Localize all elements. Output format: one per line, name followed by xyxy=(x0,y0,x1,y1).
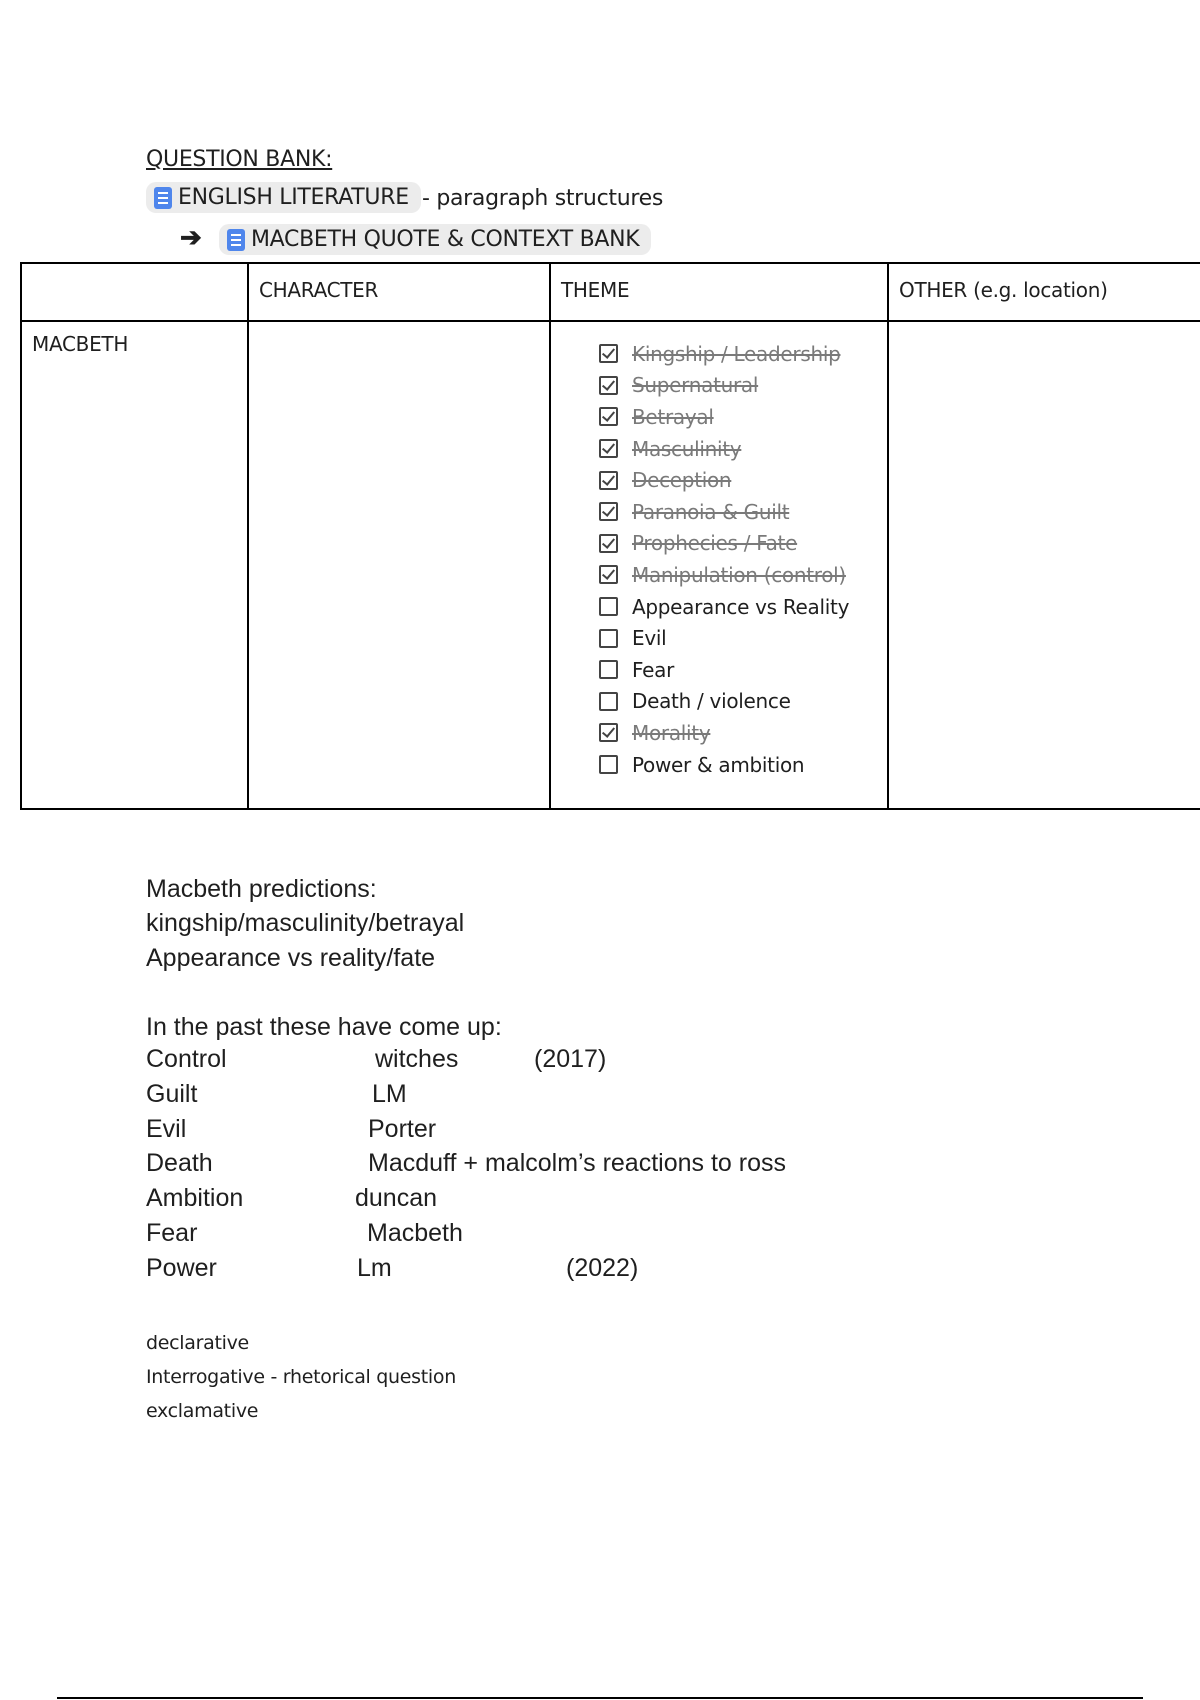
theme-checklist-item xyxy=(599,464,877,496)
theme-checklist-item xyxy=(599,717,877,749)
past-theme-character: Macbeth xyxy=(367,1218,463,1247)
sentence-type-interrogative: Interrogative - rhetorical question xyxy=(146,1366,456,1388)
checked-checkbox-icon[interactable] xyxy=(599,471,618,490)
theme-label: Masculinity xyxy=(632,436,742,461)
other-cell xyxy=(888,321,1200,809)
google-docs-icon xyxy=(154,187,172,209)
checked-checkbox-icon[interactable] xyxy=(599,376,618,395)
macbeth-quote-bank-link[interactable] xyxy=(219,224,651,255)
checked-checkbox-icon[interactable] xyxy=(599,565,618,584)
unchecked-checkbox-icon[interactable] xyxy=(599,629,618,648)
google-docs-icon xyxy=(227,229,245,251)
theme-table xyxy=(20,262,1200,810)
unchecked-checkbox-icon[interactable] xyxy=(599,660,618,679)
theme-cell xyxy=(550,321,888,809)
question-bank-title: QUESTION BANK: xyxy=(146,147,333,172)
checked-checkbox-icon[interactable] xyxy=(599,344,618,363)
row-label-macbeth: MACBETH xyxy=(21,321,248,809)
past-theme-name: Fear xyxy=(146,1218,198,1247)
english-literature-link-label: ENGLISH LITERATURE xyxy=(178,185,409,210)
past-theme-year: (2022) xyxy=(566,1253,639,1282)
sentence-types xyxy=(146,1326,456,1428)
theme-checklist-item xyxy=(599,622,877,654)
character-cell xyxy=(248,321,550,809)
past-theme-name: Control xyxy=(146,1045,227,1073)
table-header-row xyxy=(21,263,1200,321)
theme-label: Evil xyxy=(632,626,667,651)
past-theme-character: witches xyxy=(375,1045,459,1073)
past-theme-name: Guilt xyxy=(146,1079,198,1108)
theme-label: Morality xyxy=(632,720,711,745)
past-theme-name: Death xyxy=(146,1149,213,1178)
theme-checklist-item xyxy=(599,749,877,781)
checked-checkbox-icon[interactable] xyxy=(599,723,618,742)
past-theme-character: Lm xyxy=(357,1253,392,1282)
header-cell-character: CHARACTER xyxy=(248,263,550,321)
past-theme-character: Macduff + malcolm’s reactions to ross xyxy=(368,1149,786,1178)
theme-checklist-item xyxy=(599,591,877,623)
arrow-right-icon: ➔ xyxy=(180,222,202,252)
theme-label: Betrayal xyxy=(632,404,714,429)
unchecked-checkbox-icon[interactable] xyxy=(599,692,618,711)
checked-checkbox-icon[interactable] xyxy=(599,534,618,553)
sentence-type-exclamative: exclamative xyxy=(146,1400,259,1422)
paragraph-structures-text: - paragraph structures xyxy=(422,186,663,211)
theme-label: Death / violence xyxy=(632,689,791,714)
english-literature-link[interactable] xyxy=(146,182,421,213)
predictions-heading: Macbeth predictions: xyxy=(146,875,377,903)
predictions-line-2: Appearance vs reality/fate xyxy=(146,944,436,972)
theme-checklist xyxy=(561,332,877,780)
theme-checklist-item xyxy=(599,686,877,718)
theme-checklist-item xyxy=(599,559,877,591)
macbeth-quote-bank-link-label: MACBETH QUOTE & CONTEXT BANK xyxy=(251,227,640,252)
past-heading: In the past these have come up: xyxy=(146,1013,502,1041)
theme-checklist-item xyxy=(599,370,877,402)
past-theme-character: duncan xyxy=(355,1184,438,1213)
theme-label: Appearance vs Reality xyxy=(632,594,850,619)
theme-checklist-item xyxy=(599,433,877,465)
past-theme-name: Ambition xyxy=(146,1184,244,1213)
sentence-type-declarative: declarative xyxy=(146,1332,249,1354)
unchecked-checkbox-icon[interactable] xyxy=(599,755,618,774)
theme-label: Prophecies / Fate xyxy=(632,531,798,556)
checked-checkbox-icon[interactable] xyxy=(599,439,618,458)
theme-label: Manipulation (control) xyxy=(632,562,846,587)
theme-label: Deception xyxy=(632,468,732,493)
theme-label: Paranoia & Guilt xyxy=(632,499,790,524)
theme-checklist-item xyxy=(599,496,877,528)
table-row-macbeth xyxy=(21,321,1200,809)
header-cell-empty xyxy=(21,263,248,321)
theme-checklist-item xyxy=(599,654,877,686)
page-bottom-divider xyxy=(57,1697,1143,1699)
past-theme-name: Power xyxy=(146,1253,217,1282)
checked-checkbox-icon[interactable] xyxy=(599,502,618,521)
unchecked-checkbox-icon[interactable] xyxy=(599,597,618,616)
header-cell-theme: THEME xyxy=(550,263,888,321)
theme-checklist-item xyxy=(599,528,877,560)
theme-checklist-item xyxy=(599,401,877,433)
past-theme-character: Porter xyxy=(368,1114,437,1143)
predictions-line-1: kingship/masculinity/betrayal xyxy=(146,909,465,937)
past-theme-character: LM xyxy=(372,1079,407,1108)
checked-checkbox-icon[interactable] xyxy=(599,407,618,426)
theme-label: Kingship / Leadership xyxy=(632,341,841,366)
theme-label: Supernatural xyxy=(632,373,759,398)
past-theme-year: (2017) xyxy=(534,1045,607,1073)
past-theme-name: Evil xyxy=(146,1114,187,1143)
theme-label: Power & ambition xyxy=(632,752,805,777)
header-cell-other: OTHER (e.g. location) xyxy=(888,263,1200,321)
theme-label: Fear xyxy=(632,657,674,682)
theme-checklist-item xyxy=(599,338,877,370)
